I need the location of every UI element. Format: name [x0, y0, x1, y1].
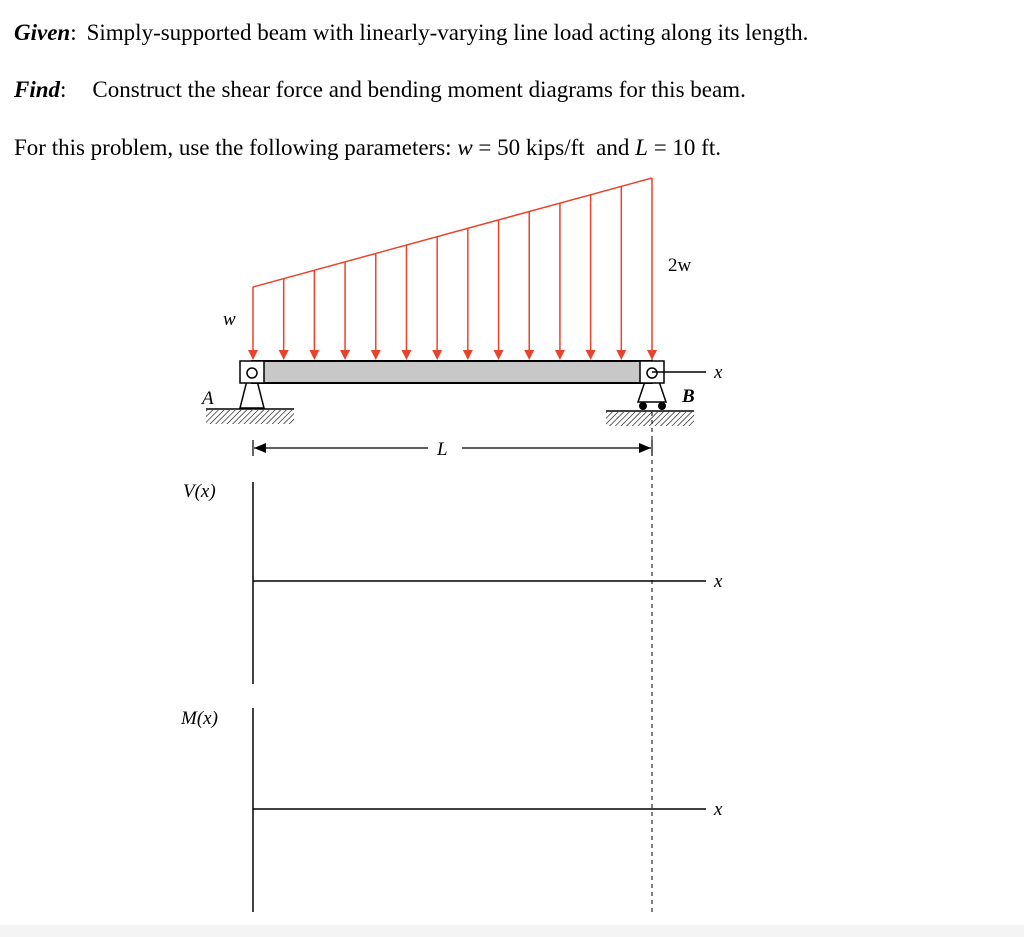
beam-x-axis-label: x — [714, 362, 723, 383]
load-left-label: w — [223, 309, 236, 330]
bottom-band — [0, 925, 1024, 937]
support-b-label: B — [682, 386, 695, 407]
shear-x-axis-label: x — [714, 571, 723, 592]
load-arrow — [463, 228, 473, 360]
load-arrows — [248, 178, 657, 360]
load-arrow — [340, 262, 350, 360]
length-label: L — [437, 439, 448, 460]
find-text: Construct the shear force and bending moment diagrams for this beam. — [92, 77, 746, 102]
moment-label: M(x) — [181, 708, 218, 729]
find-label: Find — [14, 77, 61, 102]
w-symbol: w — [457, 135, 473, 160]
load-arrow — [371, 253, 381, 360]
shear-label: V(x) — [183, 481, 216, 502]
load-arrow — [586, 195, 596, 360]
load-right-label: 2w — [668, 255, 692, 276]
and-text: and — [596, 135, 630, 160]
length-dimension — [253, 440, 652, 456]
load-arrow — [647, 178, 657, 360]
load-top-line — [253, 178, 652, 287]
load-arrow — [279, 279, 289, 360]
load-arrow — [524, 212, 534, 360]
load-arrow — [248, 287, 258, 360]
given-text: Simply-supported beam with linearly-varying line load acting along its length. — [86, 20, 809, 45]
params-prefix: For this problem, use the following parameters: — [14, 135, 452, 160]
L-value: = 10 ft. — [653, 135, 721, 160]
find-statement: Find: Construct the shear force and bending moment diagrams for this beam. — [14, 77, 746, 102]
load-arrow — [555, 203, 565, 360]
moment-x-axis-label: x — [714, 799, 723, 820]
load-arrow — [616, 186, 626, 360]
load-arrow — [401, 245, 411, 360]
load-arrow — [309, 270, 319, 360]
given-statement: Given: Simply-supported beam with linearly-varying line load acting along its length. — [14, 20, 809, 45]
load-arrow — [432, 237, 442, 360]
load-arrow — [494, 220, 504, 360]
beam — [252, 361, 652, 383]
shear-diagram-axes — [253, 482, 706, 684]
moment-diagram-axes — [253, 708, 706, 912]
L-symbol: L — [635, 135, 648, 160]
given-label: Given — [14, 20, 71, 45]
support-a-label: A — [202, 388, 214, 409]
w-value: = 50 kips/ft — [478, 135, 585, 160]
